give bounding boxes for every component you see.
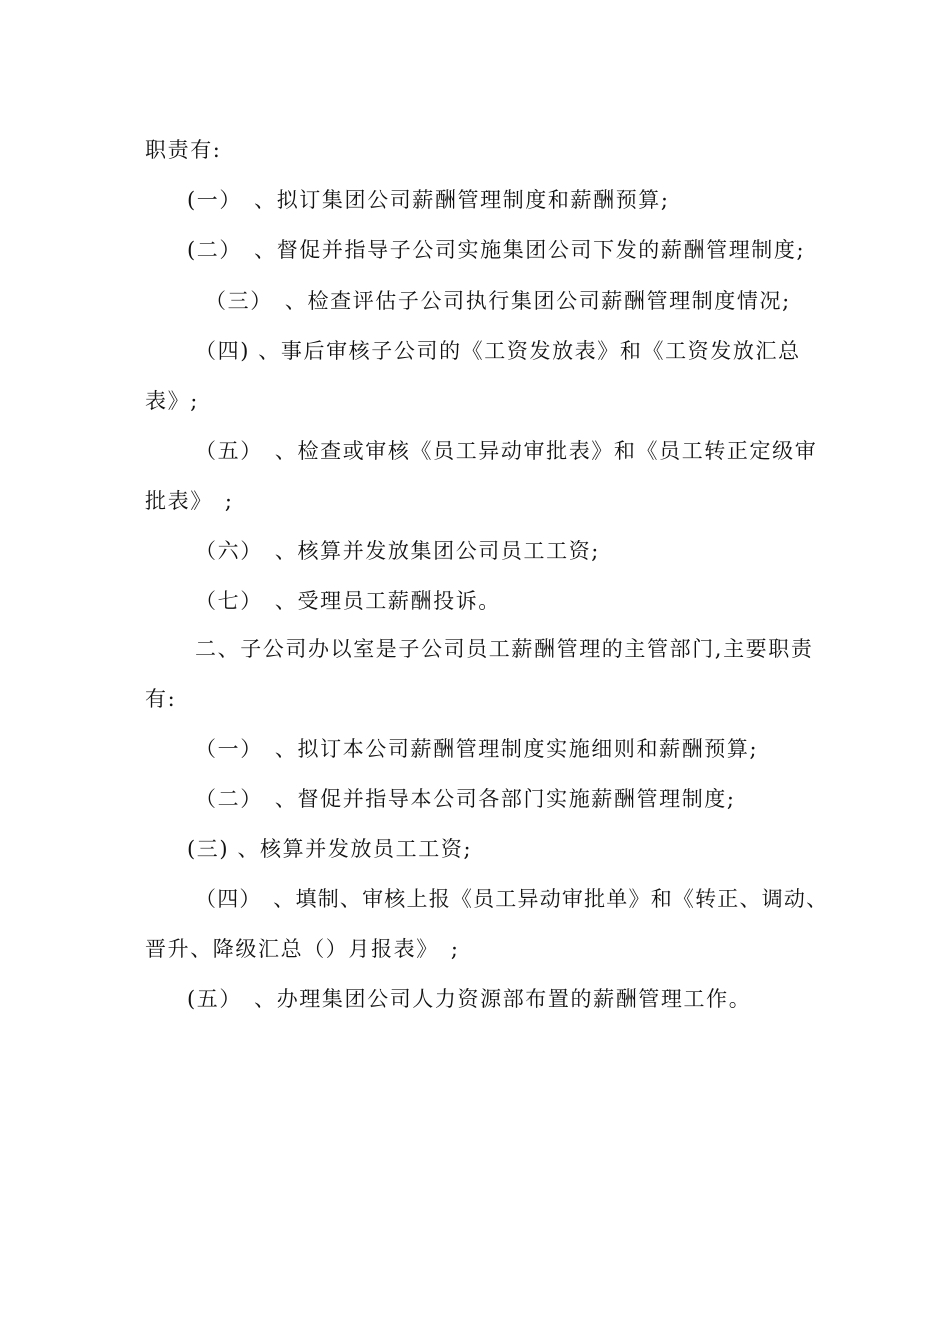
text-line-16: （四） 、填制、审核上报《员工异动审批单》和《转正、调动、 [195,887,829,911]
text-line-18: (五） 、办理集团公司人力资源部布置的薪酬管理工作。 [187,987,752,1011]
text-line-17: 晋升、降级汇总（）月报表》 ; [145,937,460,961]
text-line-1: 职责有: [145,138,222,162]
text-line-11: 二、子公司办以室是子公司员工薪酬管理的主管部门,主要职责 [195,637,814,661]
text-line-6: 表》; [145,389,199,413]
text-line-10: （七） 、受理员工薪酬投诉。 [195,589,501,613]
text-line-13: （一） 、拟订本公司薪酬管理制度实施细则和薪酬预算; [195,737,759,761]
text-line-7: （五） 、检查或审核《员工异动审批表》和《员工转正定级审 [195,439,818,463]
text-line-2: (一） 、拟订集团公司薪酬管理制度和薪酬预算; [187,188,670,212]
text-line-12: 有: [145,687,177,711]
text-line-9: （六） 、核算并发放集团公司员工工资; [195,539,600,563]
text-line-8: 批表》 ; [145,489,234,513]
text-line-14: （二） 、督促并指导本公司各部门实施薪酬管理制度; [195,787,736,811]
text-line-4: （三） 、检查评估子公司执行集团公司薪酬管理制度情况; [205,289,791,313]
text-line-15: (三) 、核算并发放员工工资; [187,837,473,861]
text-line-5: （四) 、事后审核子公司的《工资发放表》和《工资发放汇总 [195,339,801,363]
text-line-3: (二） 、督促并指导子公司实施集团公司下发的薪酬管理制度; [187,238,806,262]
